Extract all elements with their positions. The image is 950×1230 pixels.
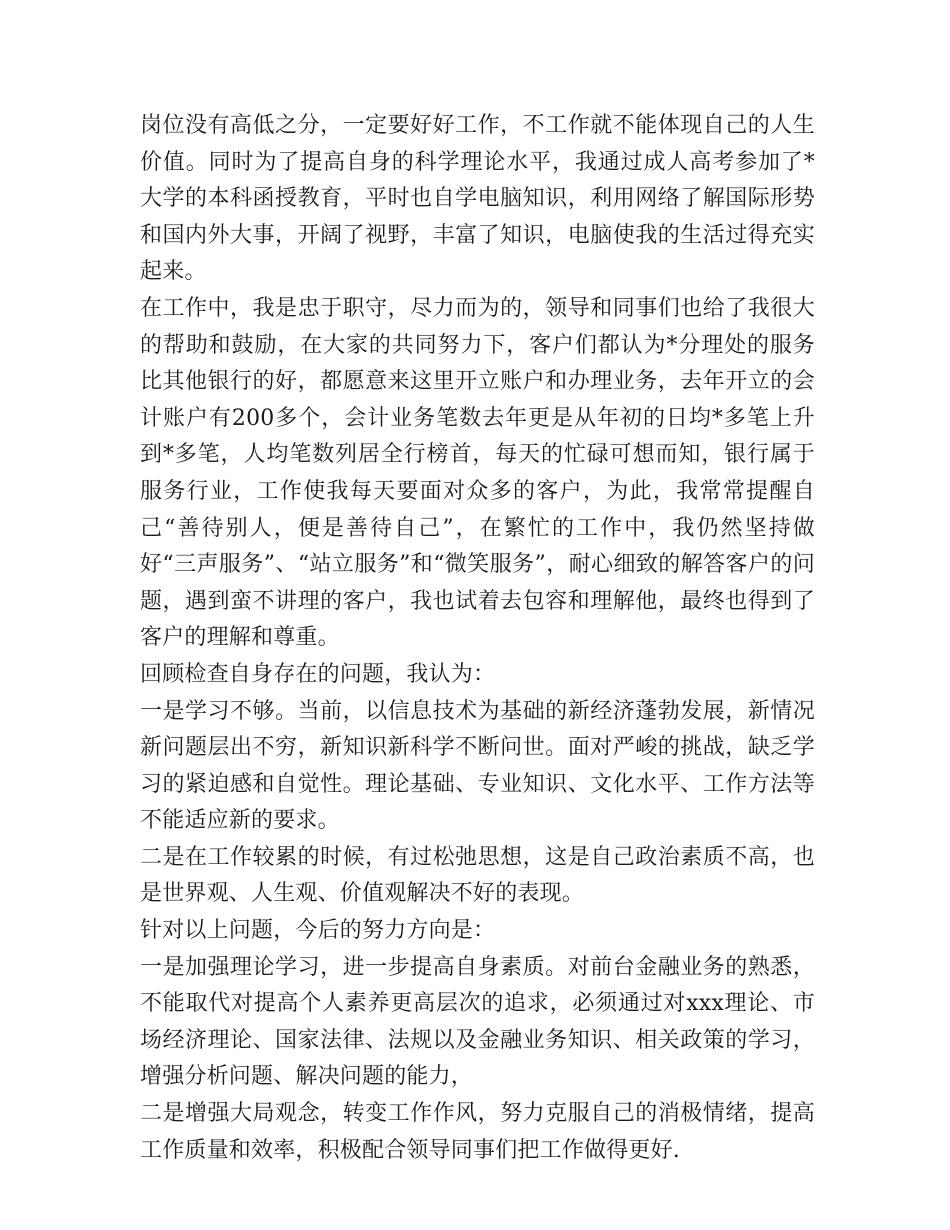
paragraph-6: 针对以上问题，今后的努力方向是： <box>140 918 496 944</box>
document-body <box>140 108 815 1169</box>
paragraph-1: 岗位没有高低之分，一定要好好工作，不工作就不能体现自己的人生价值。同时为了提高自身的科学理论水平，我通过成人高考参加了*大学的本科函授教育，平时也自学电脑知识，利用网络了解国际形势和国内外大事，开阔了视野，丰富了知识，电脑使我的生活过得充实起来。 <box>140 113 815 285</box>
paragraph-4: 一是学习不够。当前，以信息技术为基础的新经济蓬勃发展，新情况新问题层出不穷，新知识新科学不断问世。面对严峻的挑战，缺乏学习的紧迫感和自觉性。理论基础、专业知识、文化水平、工作方法等不能适应新的要求。 <box>140 698 815 834</box>
paragraph-2: 在工作中，我是忠于职守，尽力而为的，领导和同事们也给了我很大的帮助和鼓励，在大家的共同努力下，客户们都认为*分理处的服务比其他银行的好，都愿意来这里开立账户和办理业务，去年开立的会计账户有200多个，会计业务笔数去年更是从年初的日均*多笔上升到*多笔，人均笔数列居全行榜首，每天的忙碌可想而知，银行属于服务行业，工作使我每天要面对众多的客户，为此，我常常提醒自己“善待别人，便是善待自己”，在繁忙的工作中，我仍然坚持做好“三声服务”、“站立服务”和“微笑服务”，耐心细致的解答客户的问题，遇到蛮不讲理的客户，我也试着去包容和理解他，最终也得到了客户的理解和尊重。 <box>140 295 815 651</box>
paragraph-8: 二是增强大局观念，转变工作作风，努力克服自己的消极情绪，提高工作质量和效率，积极配合领导同事们把工作做得更好. <box>140 1101 815 1163</box>
paragraph-3: 回顾检查自身存在的问题，我认为： <box>140 661 496 687</box>
paragraph-5: 二是在工作较累的时候，有过松弛思想，这是自己政治素质不高，也是世界观、人生观、价值观解决不好的表现。 <box>140 844 815 907</box>
paragraph-7: 一是加强理论学习，进一步提高自身素质。对前台金融业务的熟悉，不能取代对提高个人素养更高层次的追求，必须通过对xxx理论、市场经济理论、国家法律、法规以及金融业务知识、相关政策的学习，增强分析问题、解决问题的能力， <box>140 954 815 1090</box>
